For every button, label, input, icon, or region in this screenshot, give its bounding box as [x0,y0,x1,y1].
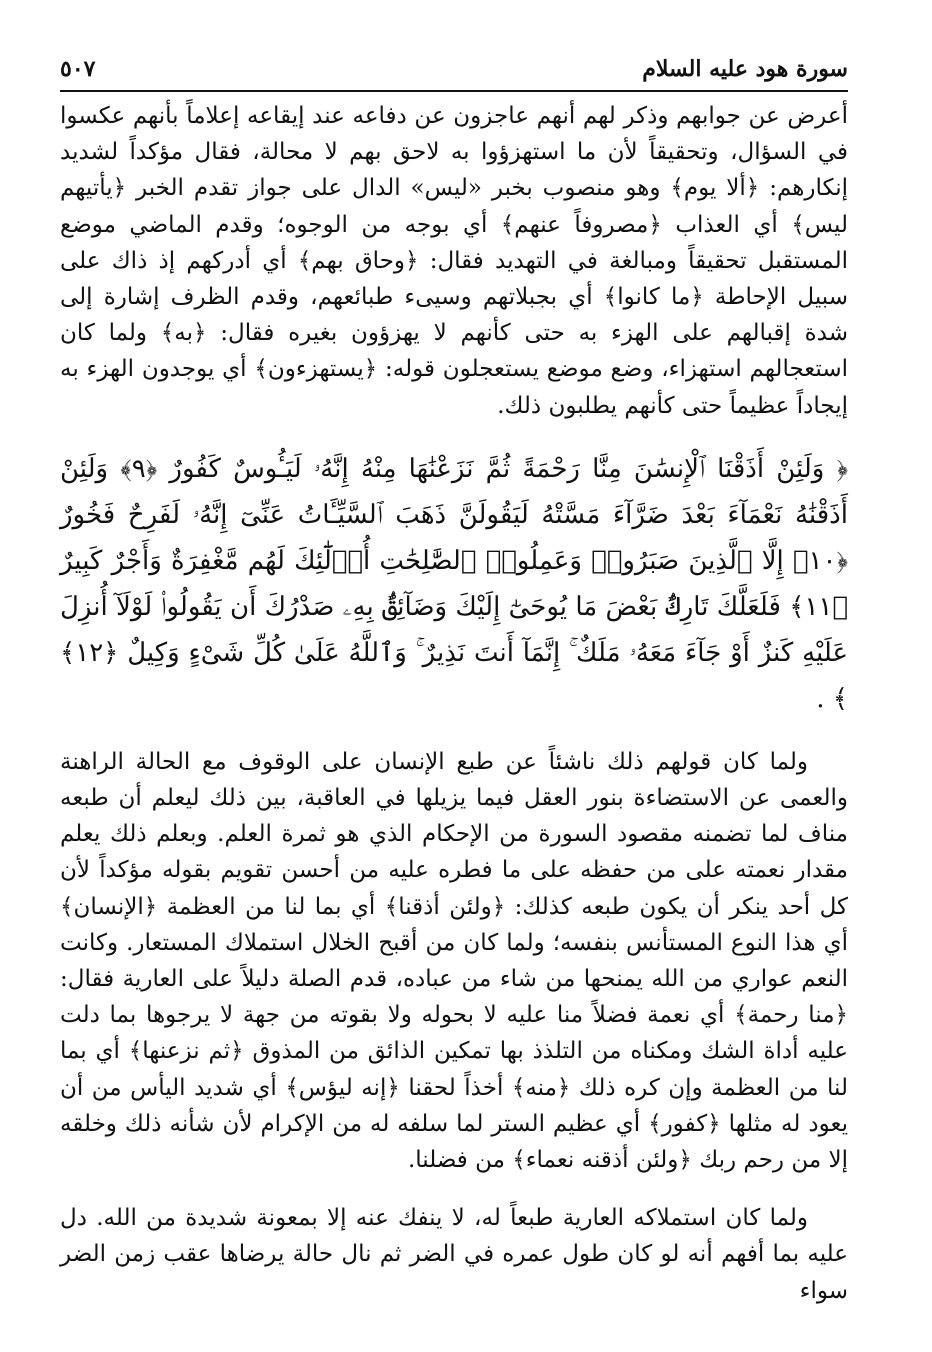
commentary-paragraph-1: أعرض عن جوابهم وذكر لهم أنهم عاجزون عن دفاعه عند إيقاعه إعلاماً بأنهم عكسوا في السؤال، وتحقيقاً لأن ما استهزؤوا به لاحق بهم لا محالة، فقال مؤكداً لشديد إنكارهم: ﴿ألا يوم﴾ وهو منصوب بخبر «ليس» الدال على جواز تقدم الخبر ﴿يأتيهم ليس﴾ أي العذاب ﴿مصروفاً عنهم﴾ أي بوجه من الوجوه؛ وقدم الماضي موضع المستقبل تحقيقاً ومبالغة في التهديد فقال: ﴿وحاق بهم﴾ أي أدركهم إذ ذاك على سبيل الإحاطة ﴿ما كانوا﴾ أي بجبلاتهم وسيىء طبائعهم، وقدم الظرف إشارة إلى شدة إقبالهم على الهزء به حتى كأنهم لا يهزؤون بغيره فقال: ﴿به﴾ ولما كان استعجالهم استهزاء، وضع موضع يستعجلون قوله: ﴿يستهزءون﴾ أي يوجدون الهزء به إيجاداً عظيماً حتى كأنهم يطلبون ذلك. [60,103,848,419]
quran-verses-block: ﴿ وَلَئِنْ أَذَقْنَا ٱلْإِنسَٰنَ مِنَّا رَحْمَةً ثُمَّ نَزَعْنَٰهَا مِنْهُ إِنَّهُۥ لَيَـُٔوسٌ كَفُورٌ ﴿٩﴾ وَلَئِنْ أَذَقْنَٰهُ نَعْمَآءَ بَعْدَ ضَرَّآءَ مَسَّتْهُ لَيَقُولَنَّ ذَهَبَ ٱلسَّيِّـَٔاتُ عَنِّىٓ إِنَّهُۥ لَفَرِحٌ فَخُورٌ ﴿١٠﴾ إِلَّا ٱلَّذِينَ صَبَرُوا۟ وَعَمِلُوا۟ ٱلصَّٰلِحَٰتِ أُو۟لَٰٓئِكَ لَهُم مَّغْفِرَةٌ وَأَجْرٌ كَبِيرٌ ﴿١١﴾ فَلَعَلَّكَ تَارِكٌۢ بَعْضَ مَا يُوحَىٰٓ إِلَيْكَ وَضَآئِقٌۢ بِهِۦ صَدْرُكَ أَن يَقُولُوا۟ لَوْلَآ أُنزِلَ عَلَيْهِ كَنزٌ أَوْ جَآءَ مَعَهُۥ مَلَكٌ ۚ إِنَّمَآ أَنتَ نَذِيرٌ ۚ وَٱللَّهُ عَلَىٰ كُلِّ شَىْءٍ وَكِيلٌ ﴿١٢﴾ ﴾ . [60,453,848,714]
commentary-paragraph-2: ولما كان قولهم ذلك ناشئاً عن طبع الإنسان على الوقوف مع الحالة الراهنة والعمى عن الاستضاءة بنور العقل فيما يزيلها في العاقبة، بين ذلك ليعلم أن طبعه مناف لما تضمنه مقصود السورة من الإحكام الذي هو ثمرة العلم. وبعلم ذلك يعلم مقدار نعمته على من حفظه على ما فطره عليه من أحسن تقويم بقوله مؤكداً لأن كل أحد ينكر أن يكون طبعه كذلك: ﴿ولئن أذقنا﴾ أي بما لنا من العظمة ﴿الإنسان﴾ أي هذا النوع المستأنس بنفسه؛ ولما كان من أقبح الخلال استملاك المستعار. وكانت النعم عواري من الله يمنحها من شاء من عباده، قدم الصلة دليلاً على العارية فقال: ﴿منا رحمة﴾ أي نعمة فضلاً منا عليه لا بحوله ولا بقوته من جهة لا يرجوها بما دلت عليه أداة الشك ومكناه من التلذذ بها تمكين الذائق من المذوق ﴿ثم نزعنها﴾ أي بما لنا من العظمة وإن كره ذلك ﴿منه﴾ أخذاً لحقنا ﴿إنه ليؤس﴾ أي شديد اليأس من أن يعود له مثلها ﴿كفور﴾ أي عظيم الستر لما سلفه له من الإكرام لأن شأنه ذلك وخلقه إلا من رحم ربك ﴿ولئن أذقنه نعماء﴾ من فضلنا. [60,748,848,1174]
running-title: سورة هود عليه السلام [642,56,848,82]
book-page [60,50,848,1320]
page-number: ٥٠٧ [60,56,96,82]
commentary-paragraph-3: ولما كان استملاكه العارية طبعاً له، لا ينفك عنه إلا بمعونة شديدة من الله. دل عليه بما أفهم أنه لو كان طول عمره في الضر ثم نال حالة يرضاها عقب زمن الضر سواء [60,1205,848,1304]
page-header [60,50,848,92]
